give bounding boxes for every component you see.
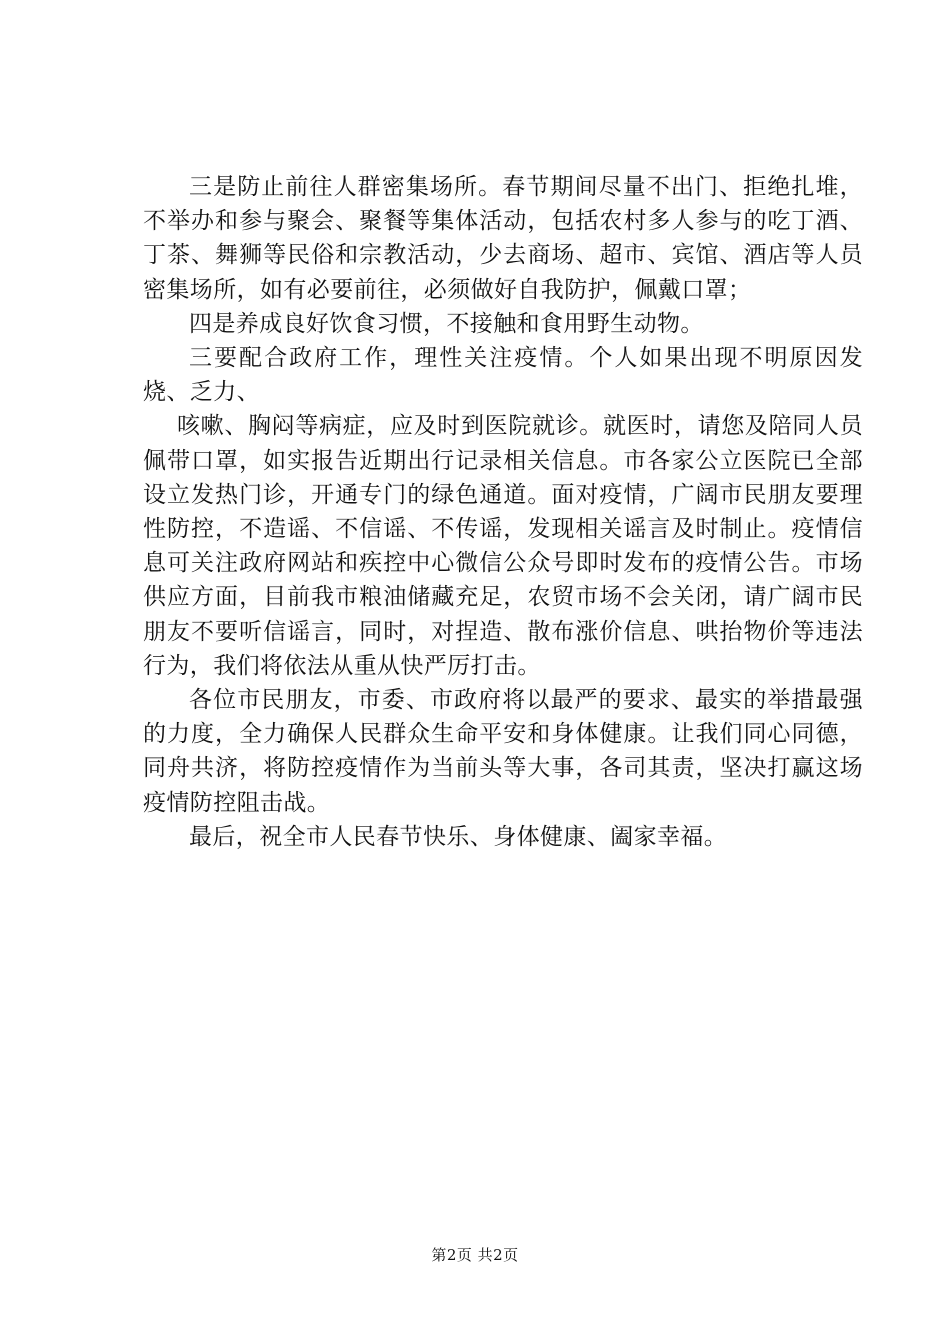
- paragraph-closing-wishes: 最后，祝全市人民春节快乐、身体健康、阖家幸福。: [189, 823, 728, 850]
- paragraph-call-to-action: 各位市民朋友，市委、市政府将以最严的要求、最实的举措最强的力度，全力确保人民群众生命平安和身体健康。让我们同心同德，同舟共济，将防控疫情作为当前头等大事，各司其责，坚决打赢这场疫情防控阻击战。: [143, 687, 863, 816]
- paragraph-eating-habits: 四是养成良好饮食习惯，不接触和食用野生动物。: [189, 310, 704, 337]
- paragraph-cooperate-government: 三要配合政府工作，理性关注疫情。个人如果出现不明原因发烧、乏力、: [143, 345, 863, 406]
- paragraph-medical-advice: 咳嗽、胸闷等病症，应及时到医院就诊。就医时，请您及陪同人员佩带口罩，如实报告近期出行记录相关信息。市各家公立医院已全部设立发热门诊，开通专门的绿色通道。面对疫情，广阔市民朋友要理性防控，不造谣、不信谣、不传谣，发现相关谣言及时制止。疫情信息可关注政府网站和疾控中心微信公众号即时发布的疫情公告。市场供应方面，目前我市粮油储藏充足，农贸市场不会关闭，请广阔市民朋友不要听信谣言，同时，对捏造、散布涨价信息、哄抬物价等违法行为，我们将依法从重从快严厉打击。: [143, 413, 863, 679]
- document-body: [143, 170, 863, 854]
- page-number-footer: 第2页 共2页: [431, 1246, 519, 1264]
- paragraph-avoid-crowds: 三是防止前往人群密集场所。春节期间尽量不出门、拒绝扎堆，不举办和参与聚会、聚餐等集体活动，包括农村多人参与的吃丁酒、丁茶、舞狮等民俗和宗教活动，少去商场、超市、宾馆、酒店等人员密集场所，如有必要前往，必须做好自我防护，佩戴口罩；: [143, 174, 863, 303]
